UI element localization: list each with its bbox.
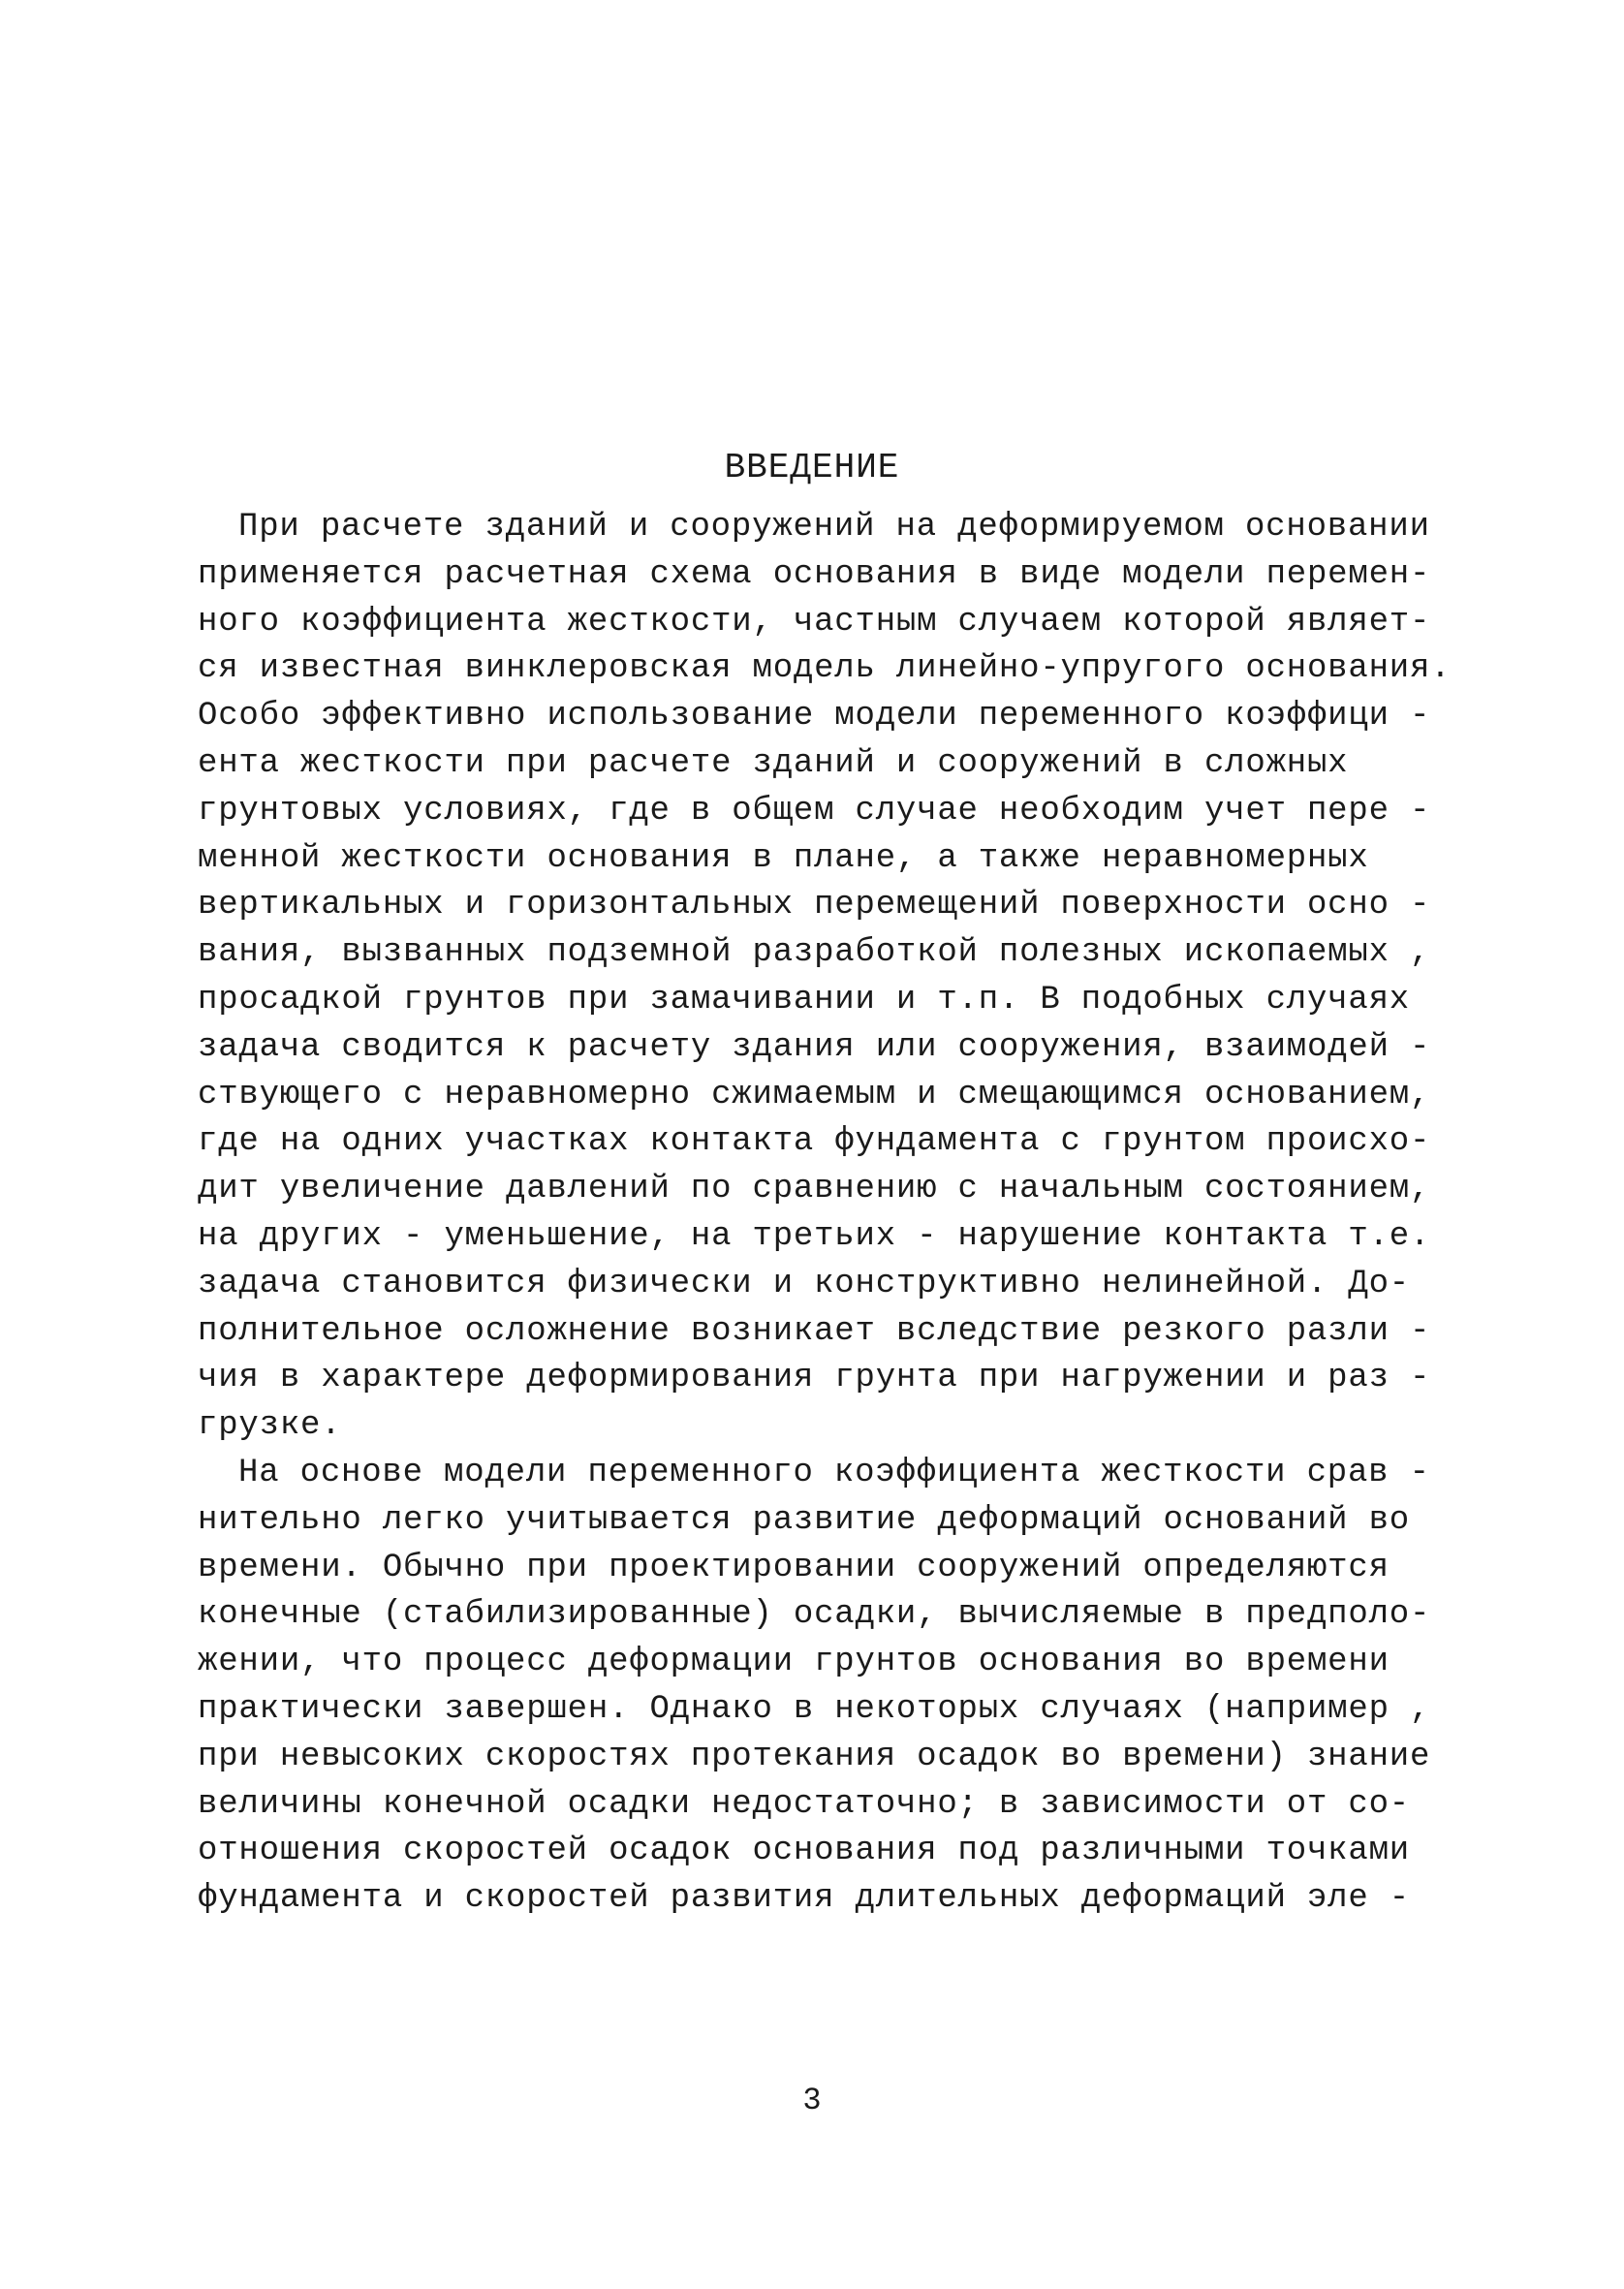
section-heading: ВВЕДЕНИЕ [724,448,900,487]
text-line: при невысоких скоростях протекания осадок во времени) знание [198,1738,1431,1775]
text-line: вания, вызванных подземной разработкой полезных ископаемых , [198,934,1431,972]
text-line: отношения скоростей осадок основания под различными точками [198,1833,1410,1870]
text-line: применяется расчетная схема основания в виде модели перемен- [198,555,1431,593]
text-line: На основе модели переменного коэффициента жесткости срав - [238,1454,1430,1491]
text-line: менной жесткости основания в плане, а также неравномерных [198,839,1369,877]
text-line: фундамента и скоростей развития длительных деформаций эле - [198,1880,1410,1918]
text-line: нительно легко учитывается развитие деформаций оснований во [198,1501,1410,1539]
page-number: 3 [802,2083,822,2118]
body-text [198,504,1457,1923]
text-line: ента жесткости при расчете зданий и сооружений в сложных [198,744,1349,782]
text-line: вертикальных и горизонтальных перемещений поверхности осно - [198,887,1431,925]
text-line: жении, что процесс деформации грунтов основания во времени [198,1644,1390,1681]
text-line: Особо эффективно использование модели переменного коэффици - [198,698,1431,736]
text-line: задача становится физически и конструктивно нелинейной. До- [198,1265,1410,1302]
text-line: дит увеличение давлений по сравнению с начальным состоянием, [198,1171,1431,1208]
text-line: на других - уменьшение, на третьих - нарушение контакта т.е. [198,1217,1431,1255]
text-line: задача сводится к расчету здания или сооружения, взаимодей - [198,1028,1431,1066]
text-line: чия в характере деформирования грунта при нагружении и раз - [198,1360,1431,1397]
text-line: грунтовых условиях, где в общем случае необходим учет пере - [198,792,1431,830]
text-line: просадкой грунтов при замачивании и т.п. В подобных случаях [198,981,1410,1019]
text-line: ся известная винклеровская модель линейно-упругого основания. [198,650,1452,688]
text-line: величины конечной осадки недостаточно; в зависимости от со- [198,1785,1410,1823]
text-line: времени. Обычно при проектировании сооружений определяются [198,1549,1390,1586]
text-line: конечные (стабилизированные) осадки, вычисляемые в предполо- [198,1596,1431,1634]
text-line: полнительное осложнение возникает вследствие резкого разли - [198,1312,1431,1350]
text-line: ного коэффициента жесткости, частным случаем которой являет- [198,603,1431,641]
text-line: грузке. [198,1407,342,1445]
text-line: практически завершен. Однако в некоторых случаях (например , [198,1690,1431,1728]
text-line: ствующего с неравномерно сжимаемым и смещающимся основанием, [198,1076,1431,1113]
text-line: где на одних участках контакта фундамента с грунтом происхо- [198,1123,1431,1161]
text-line: При расчете зданий и сооружений на деформируемом основании [238,509,1430,546]
